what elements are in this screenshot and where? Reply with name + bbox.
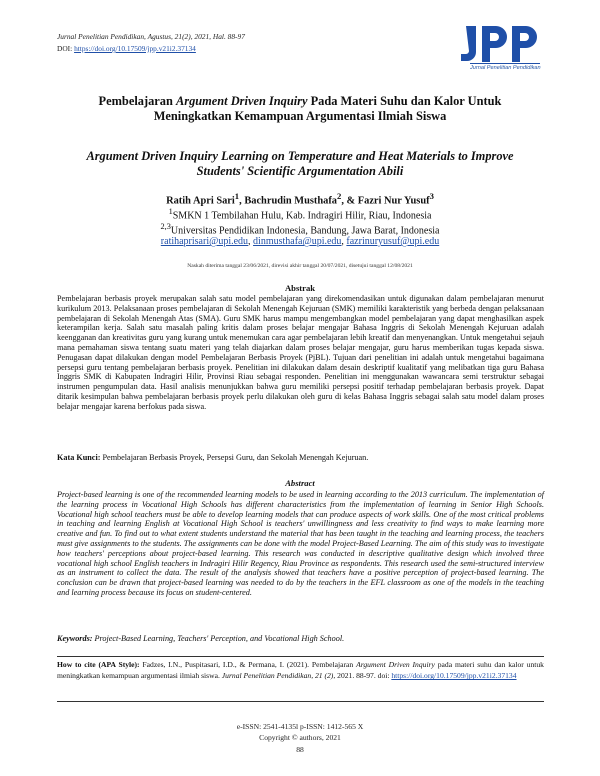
citation-text-2: pada materi suhu dan kalor untuk meningkatkan kemampuan argumentasi ilmiah siswa. [57,660,544,681]
email-sep-2: , [341,236,347,247]
journal-header: Jurnal Penelitian Pendidikan, Agustus, 21(2), 2021, Hal. 88-97 [57,32,245,41]
citation-text-1: Fadzes, I.N., Puspitasari, I.D., & Permana, I. (2021). Pembelajaran [139,660,357,669]
email-3[interactable]: fazrinuryusuf@upi.edu [346,236,440,247]
author-3: , & Fazri Nur Yusuf [341,195,430,207]
title-en-line1: Argument Driven Inquiry Learning on Temperature and Heat Materials to Improve [86,149,514,163]
abstrak-body: Pembelajaran berbasis proyek merupakan salah satu model pembelajaran yang direkomendasikan untuk digunakan dalam pembelajaran menurut kurikulum 2013. Pelaksanaan proses pembelajaran di Sekolah Menengah Kejuruan (SMK) memiliki karakteristik yang berbeda dengan pelaksanaan pembelajaran di Sekolah Menengah Atas (SMA). Guru SMK harus mampu mengembangkan model pembelajaran yang dapat menghasilkan aspek keterampilan kerja. Salah satu masalah paling kritis dalam proses belajar mengajar Bahasa Inggris di Sekolah Menengah Kejuruan adalah keengganan dan kreativitas guru yang kurang untuk menemukan cara agar pembelajaran lebih kreatif dan menyenangkan. Untuk mengetahui sejauh mana pemahaman siswa tentang suatu materi yang telah diajarkan dalam proses belajar mengajar, guru harus memberikan tugas kepada siswa. Penugasan dapat dilakukan dengan model Pembelajaran Berbasis Proyek (PjBL). Tujuan dari penelitian ini adalah untuk mengetahui bagaimana persepsi guru tentang pembelajaran berbasis proyek. Penelitian ini dilakukan dalam desain deskriptif kualitatif yang melibatkan tiga guru Bahasa Inggris SMK di Kabupaten Indragiri Hilir, Provinsi Riau sebagai responden. Penelitian ini menggunakan wawancara semi terstruktur sebagai instrumen pengumpulan data. Hasil analisis menunjukkan bahwa guru memiliki persepsi positif terhadap pembelajaran berbasis proyek. Dapat ditarik kesimpulan bahwa pembelajaran berbasis proyek perlu dilakukan oleh guru di kelas Bahasa Inggris sebagai salah satu model dalam proses belajar mengajar karena berfokus pada siswa. [57,294,544,411]
author-emails [60,236,540,247]
citation-label: How to cite (APA Style): [57,660,140,669]
aff1-text: SMKN 1 Tembilahan Hulu, Kab. Indragiri Hilir, Riau, Indonesia [172,210,432,222]
submission-dates: Naskah diterima tanggal 23/06/2021, direvisi akhir tanggal 20/07/2021, disetujui tanggal 12/08/2021 [187,263,413,269]
author-list [60,191,540,206]
footer-copyright: Copyright © authors, 2021 [259,733,341,742]
abstract-body: Project-based learning is one of the recommended learning models to be used in learning according to the 2013 curriculum. The implementation of the learning process in Vocational High Schools has different characteristics from the implementation of learning in Senior High Schools. Vocational high school teachers must be able to develop learning models that can produce aspects of work skills. One of the most critical problems in teaching and learning English at Vocational High School is teachers' unwillingness and less creativity to find ways to make learning more creative and fun. To find out to what extent students understand the material that has been taught in the teaching and learning process, the teachers must give assignments to the students. The assignments can be done with the model Project-Based Learning. The aim of this study was to investigate how teachers' perceptions about project-based learning. This research was conducted in descriptive qualitative design which involved three vocational high school English teachers in Indragiri Hilir Regency, Riau Province as respondents. This research used the semi-structured interview as an instrument to collect the data. The result of the analysis showed that teachers have a positive perception of project-based learning. The conclusion can be drawn that project-based learning was needed to do by the teachers in the EFL classroom as one of the models in the teaching and learning process because its focus on student-centered. [57,490,544,597]
abstract-heading: Abstract [285,478,315,488]
doi-line [57,44,196,53]
affiliation-1 [60,207,540,221]
citation-italic-2: Jurnal Penelitian Pendidikan, 21 (2), [221,671,336,681]
footer-issn: e-ISSN: 2541-4135l p-ISSN: 1412-565 X [236,722,364,731]
author-2: , Bachrudin Musthafa [239,195,337,207]
aff1-sup: 1 [168,207,173,216]
citation-text-3: 2021. 88-97. doi: [335,671,392,681]
keywords-label: Keywords: [57,634,93,643]
keywords-text: Project-Based Learning, Teachers' Perception, and Vocational High School. [92,634,345,643]
title-id-line2: Meningkatkan Kemampuan Argumentasi Ilmiah Siswa [153,109,447,123]
keywords [57,634,544,643]
kata-kunci-text: Pembelajaran Berbasis Proyek, Persepsi Guru, dan Sekolah Menengah Kejuruan. [100,453,369,462]
email-2[interactable]: dinmusthafa@upi.edu [253,236,342,247]
citation-italic-1: Argument Driven Inquiry [356,660,435,669]
title-id-part1: Pembelajaran [98,94,176,108]
title-english [60,149,540,179]
jpp-logo-icon [452,22,552,80]
title-id-italic: Argument Driven Inquiry [175,94,308,108]
citation-doi-link[interactable]: https://doi.org/10.17509/jpp.v21i2.37134 [391,671,517,681]
title-en-line2: Students' Scientific Argumentation Abili [196,164,404,178]
affiliation-2 [60,222,540,236]
kata-kunci [57,453,544,462]
email-sep-1: , [248,236,254,247]
kata-kunci-label: Kata Kunci: [57,453,101,462]
author-3-sup: 3 [429,191,434,201]
page-number: 88 [296,745,304,754]
title-indonesian [60,94,540,124]
author-1-sup: 1 [234,191,240,201]
abstrak-heading: Abstrak [284,283,316,293]
doi-link[interactable]: https://doi.org/10.17509/jpp.v21i2.37134 [74,44,196,53]
author-1: Ratih Apri Sari [166,195,235,207]
journal-logo [452,22,552,80]
aff2-text: Universitas Pendidikan Indonesia, Bandung, Jawa Barat, Indonesia [170,225,440,237]
logo-subtitle: Jurnal Penelitian Pendidikan [470,65,541,71]
citation [57,659,544,682]
author-2-sup: 2 [337,191,342,201]
title-id-part2: Pada Materi Suhu dan Kalor Untuk [307,94,502,108]
doi-label: DOI: [57,44,73,53]
aff2-sup: 2,3 [160,222,171,231]
email-1[interactable]: ratihaprisari@upi.edu [160,236,249,247]
